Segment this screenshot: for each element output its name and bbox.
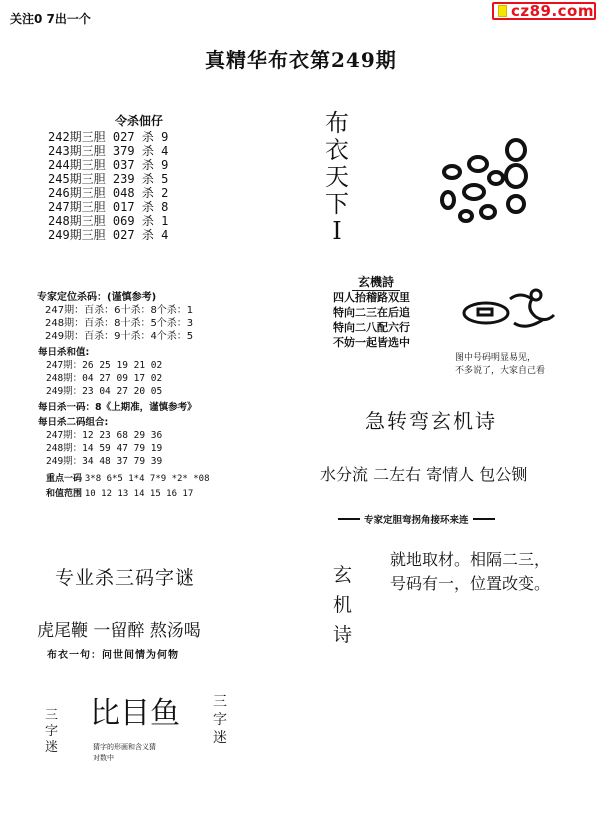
tw-char: 字	[213, 712, 227, 728]
focus-row	[46, 473, 210, 486]
list-item: 243期三胆 379 杀 4	[48, 144, 169, 158]
tianxia-char: 衣	[325, 136, 349, 164]
riddle-doodle-image	[430, 132, 540, 227]
page-title: 真精华布衣第249期	[205, 48, 397, 72]
list-item: 245期三胆 239 杀 5	[48, 172, 169, 186]
caption-line: 图中号码明显易见，	[455, 353, 537, 363]
badge-text: cz89.com	[510, 2, 594, 20]
sum-range-label: 和值范围	[46, 489, 83, 499]
picture-puzzle-image	[458, 285, 568, 345]
expert-position-block	[37, 291, 193, 343]
pro-kill-title: 专业杀三码字谜	[55, 567, 196, 589]
list-item: 249期：34 48 37 79 39	[46, 456, 163, 467]
divider	[338, 518, 360, 520]
tw-char: 字	[45, 724, 59, 739]
daily-two-title: 每日杀二码组合:	[38, 417, 109, 428]
tianxia-char: I	[332, 217, 342, 245]
list-item: 248期：04 27 09 17 02	[46, 373, 163, 384]
three-word-note	[93, 742, 156, 764]
poem-line: 特向二三在后追	[333, 306, 410, 319]
poem-line: 就地取材。相隔二三，	[390, 550, 551, 569]
xuanji-poem	[390, 548, 550, 596]
list-item: 248期：百杀：8十杀：5个杀：3	[45, 318, 194, 329]
jizhuan-text: 水分流 二左右 寄情人 包公铡	[320, 465, 528, 484]
caption-line: 不多说了，大家自己看	[455, 366, 546, 376]
daily-one-title: 每日杀一码：8《上期准，谨慎参考》	[38, 402, 197, 413]
list-item: 247期三胆 017 杀 8	[48, 200, 169, 214]
tianxia-char: 天	[325, 163, 349, 191]
pro-kill-sub: 布衣一句：问世间情为何物	[47, 650, 179, 661]
daily-sum-title: 每日杀和值:	[38, 347, 90, 358]
sum-range-value: 10 12 13 14 15 16 17	[84, 489, 194, 499]
list-item: 247期：26 25 19 21 02	[46, 360, 163, 371]
poem-box-title: 玄機詩	[352, 273, 400, 291]
poem-line: 号码有一，位置改变。	[390, 574, 551, 593]
pro-kill-riddle: 虎尾鞭 一留醉 熬汤喝	[37, 621, 201, 641]
poem-box	[333, 290, 429, 350]
list-item: 242期三胆 027 杀 9	[48, 130, 169, 144]
daily-sum-block	[38, 346, 162, 398]
badge-square-icon	[498, 5, 507, 17]
tianxia-vertical	[325, 110, 349, 245]
kill-section-title: 令杀佃仔	[115, 114, 164, 128]
poem-line: 四人抬稽路双里	[333, 291, 410, 304]
site-badge[interactable]	[492, 2, 596, 20]
focus-label: 重点一码	[46, 474, 83, 484]
focus-value: 3*8 6*5 1*4 7*9 *2* *08	[84, 474, 210, 484]
note-line: 猜字的形画和含义猜	[93, 743, 156, 751]
daily-two-block	[38, 416, 162, 468]
poem-line: 不妨一起皆选中	[333, 336, 410, 349]
note-line: 对数中	[93, 754, 114, 762]
three-word-center: 比目鱼	[90, 696, 180, 731]
poem-line: 特向二八配六行	[333, 321, 410, 334]
three-word-right	[213, 693, 227, 747]
xuanji-char: 机	[333, 594, 353, 616]
tianxia-char: 布	[325, 109, 349, 137]
list-item: 246期三胆 048 杀 2	[48, 186, 169, 200]
list-item: 249期：23 04 27 20 05	[46, 386, 163, 397]
list-item: 248期三胆 069 杀 1	[48, 214, 169, 228]
list-item: 249期三胆 027 杀 4	[48, 228, 169, 242]
kill-list	[48, 130, 168, 242]
tw-char: 迷	[213, 730, 227, 746]
xuanji-char: 诗	[333, 624, 353, 646]
tianxia-char: 下	[325, 190, 349, 218]
jizhuan-title: 急转弯玄机诗	[365, 409, 497, 433]
divider	[473, 518, 495, 520]
list-item: 244期三胆 037 杀 9	[48, 158, 169, 172]
picture-caption	[455, 352, 545, 378]
top-note: 关注0 7出一个	[10, 12, 91, 26]
expert-position-title: 专家定位杀码：(谨慎参考)	[37, 292, 157, 303]
tw-char: 三	[213, 694, 227, 710]
xuanji-char: 玄	[333, 564, 353, 586]
sum-range-row	[46, 488, 193, 501]
tw-char: 迷	[45, 740, 59, 755]
list-item: 248期：14 59 47 79 19	[46, 443, 163, 454]
three-word-left	[45, 708, 58, 756]
list-item: 247期：12 23 68 29 36	[46, 430, 163, 441]
expert-banner	[338, 512, 546, 526]
list-item: 247期：百杀：6十杀：8个杀：1	[45, 305, 194, 316]
tw-char: 三	[45, 708, 59, 723]
list-item: 249期：百杀：9十杀：4个杀：5	[45, 331, 194, 342]
xuanji-label	[333, 560, 352, 650]
banner-text: 专家定胆弯拐角接环来连	[364, 515, 469, 526]
